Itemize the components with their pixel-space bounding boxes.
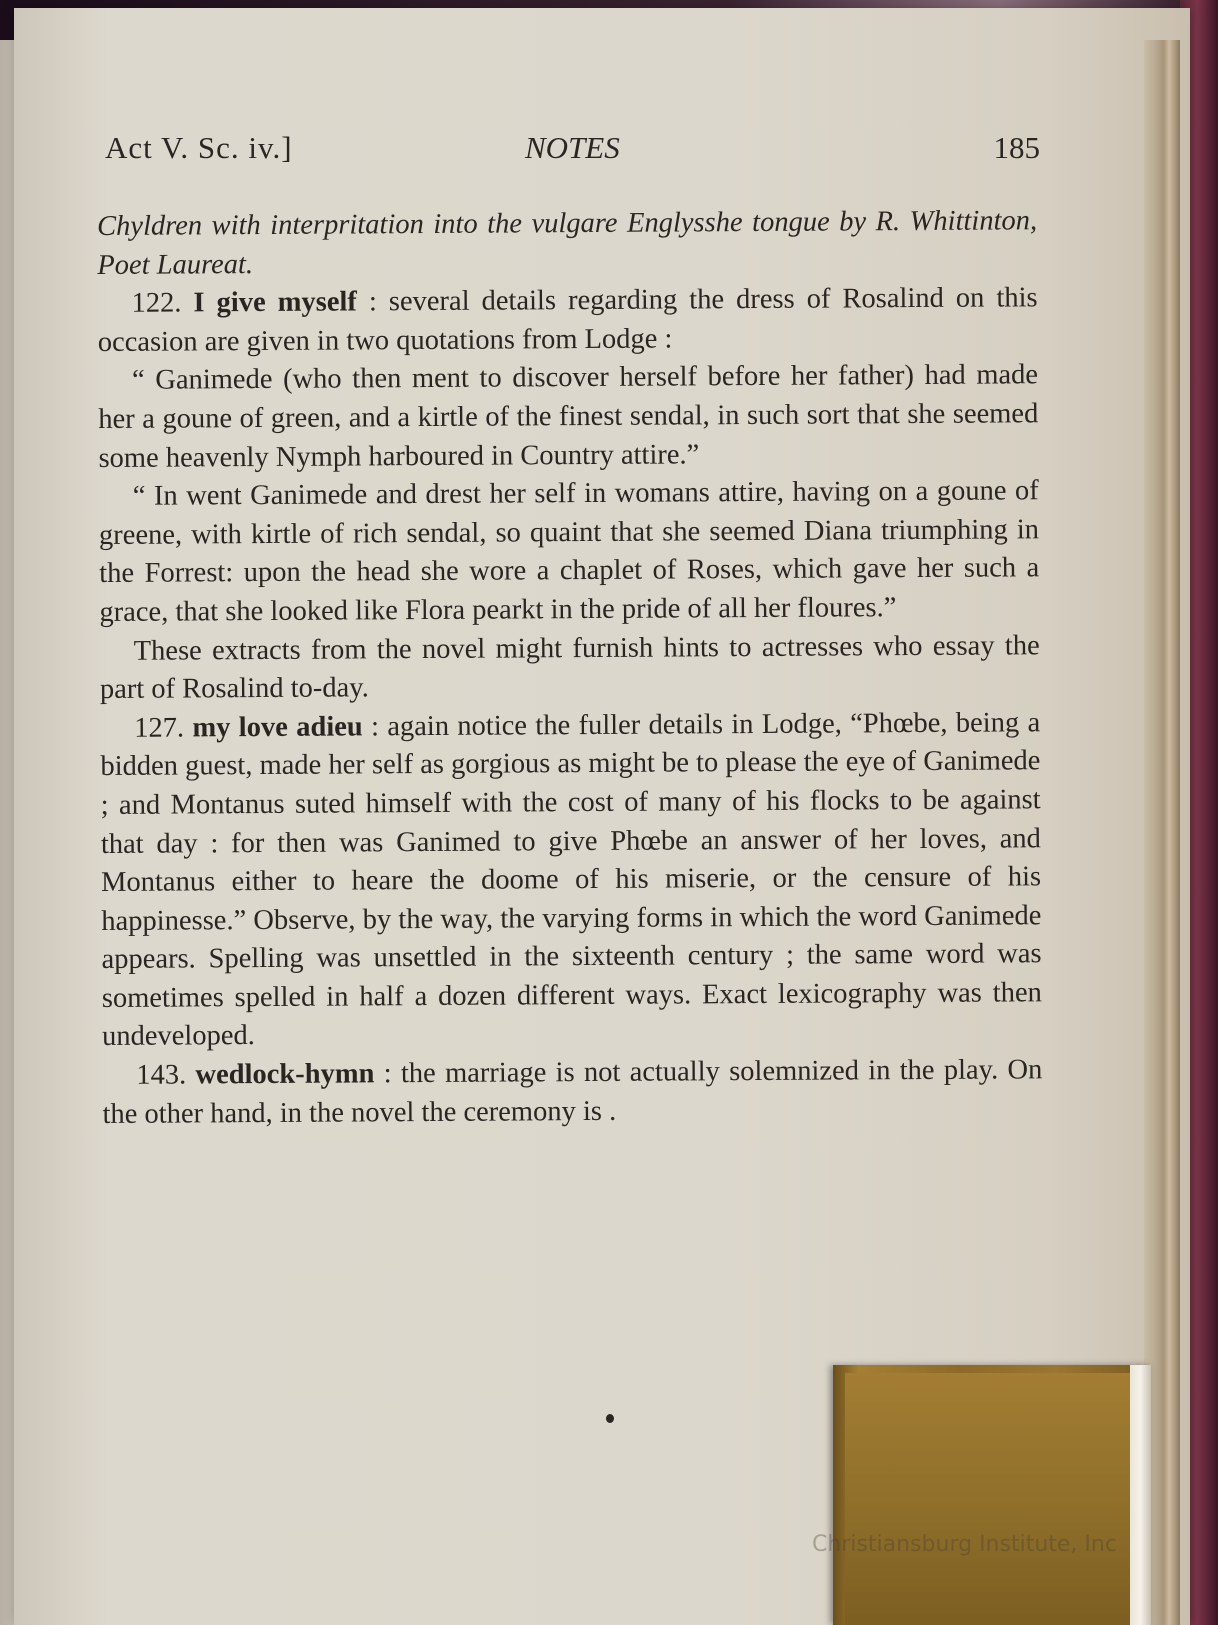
note-paragraph xyxy=(97,202,1037,285)
ink-dot xyxy=(606,1414,614,1423)
note-text: “ In went Ganimede and drest her self in womans attire, having on a goune of greene, with kirtle of rich sendal, so quaint that she seemed Diana triumphing in the Forrest: upon the head she wore a chaplet of Roses, which gave her such a grace, that she looked like Flora pearkt in the pride of all her floures.” xyxy=(98,475,1040,628)
notes-body xyxy=(97,202,1043,1134)
watermark: Christiansburg Institute, Inc xyxy=(812,1532,1117,1557)
running-head xyxy=(105,130,1040,170)
note-paragraph xyxy=(97,279,1037,362)
note-text: 122. xyxy=(131,287,194,319)
note-text: 143. xyxy=(136,1059,196,1091)
note-paragraph xyxy=(100,627,1040,710)
note-text: : again notice the fuller details in Lodge, “Phœbe, being a bidden guest, made her self as gorgious as might be to please the eye of Ganimede ; and Montanus suted himself with the cost of many of his flocks to be against that day : for then was Ganimed to give Phœbe an answer of her loves, and Montanus either to heare the doome of his miserie, or the censure of his happinesse.” Observe, by the way, the varying forms in which the word Ganimede appears. Spelling was unsettled in the sixteenth century ; the same word was sometimes spelled in half a dozen different ways. Exact lexicography was then undeveloped. xyxy=(100,706,1042,1053)
note-text: “ Ganimede (who then ment to discover herself before her father) had made her a goune of green, and a kirtle of the finest sendal, in such sort that she seemed some heavenly Nymph harboured in Country attire.” xyxy=(98,359,1039,474)
note-paragraph xyxy=(100,704,1042,1057)
bookmark-tab xyxy=(833,1365,1151,1625)
running-head-title: NOTES xyxy=(525,130,620,165)
page-number: 185 xyxy=(993,130,1040,165)
note-text: 127. xyxy=(134,712,193,744)
bookmark-tab-face xyxy=(845,1373,1145,1625)
note-text: : the marriage is not actually solemnized in the play. On the other hand, in the novel the ceremony is . xyxy=(102,1054,1043,1130)
note-lemma: wedlock-hymn xyxy=(195,1058,375,1091)
bookmark-tab-edge xyxy=(1130,1365,1151,1625)
running-head-section: Act V. Sc. iv.] xyxy=(105,130,293,165)
note-paragraph xyxy=(98,357,1039,479)
note-text: These extracts from the novel might furnish hints to actresses who essay the part of Rosalind to-day. xyxy=(99,629,1040,706)
italic-text: Chyldren with interpritation into the vulgare Englysshe tongue by R. Whittinton, Poet Laureat. xyxy=(97,205,1038,281)
note-lemma: my love adieu xyxy=(192,711,363,744)
note-text: : several details regarding the dress of Rosalind on this occasion are given in two quotations from Lodge : xyxy=(97,282,1038,358)
note-paragraph xyxy=(102,1051,1042,1134)
note-lemma: I give myself xyxy=(193,286,357,319)
note-paragraph xyxy=(99,472,1040,632)
